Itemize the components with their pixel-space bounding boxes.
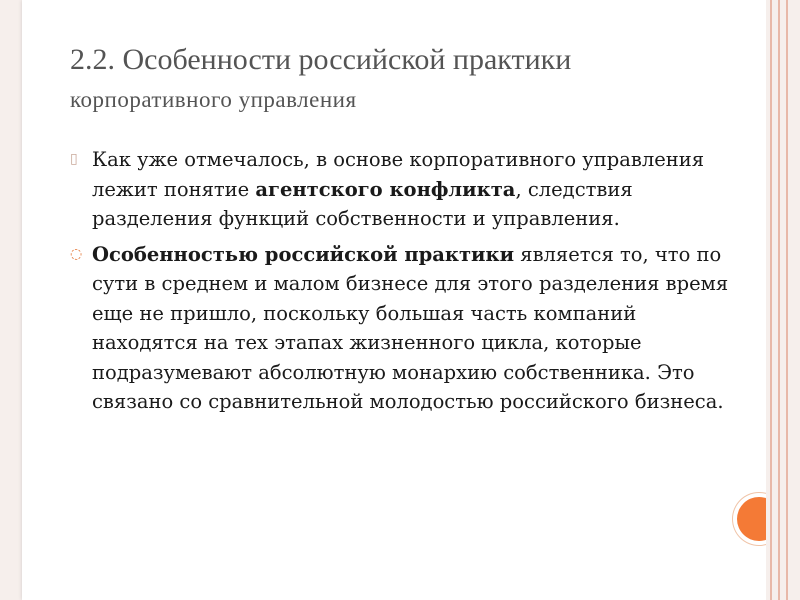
slide-title (70, 40, 760, 120)
bullet-item-2 (70, 240, 730, 417)
right-border-decoration (766, 0, 800, 600)
bullet-item-1 (70, 145, 730, 234)
bullet-1-text-before: Как уже отмечалось, в основе корпоративного управления лежит понятие (92, 148, 705, 201)
filled-bullet-icon: ◌ (70, 245, 83, 262)
outline-bullet-icon: ▯ (70, 151, 78, 167)
slide-title-line2: корпоративного управления (70, 87, 357, 112)
border-line-2 (778, 0, 780, 600)
bullet-1-text-after: , следствия разделения функций собственности и управления. (92, 177, 633, 230)
bullet-2-bold: Особенностью российской практики (92, 242, 515, 266)
bullet-2-text-after: является то, что по сути в среднем и малом бизнесе для этого разделения время еще не пришло, поскольку большая часть компаний находятся на тех этапах жизненного цикла, которые подразумевают абсолютную монархию собственника. Это связано со сравнительной молодостью российского бизнеса. (92, 242, 729, 413)
slide (22, 0, 767, 600)
bullet-1-bold: агентского конфликта (255, 177, 516, 201)
bullet-list (70, 145, 730, 423)
slide-title-line1: 2.2. Особенности российской практики (70, 43, 572, 76)
border-line-1 (770, 0, 772, 600)
border-line-3 (786, 0, 788, 600)
